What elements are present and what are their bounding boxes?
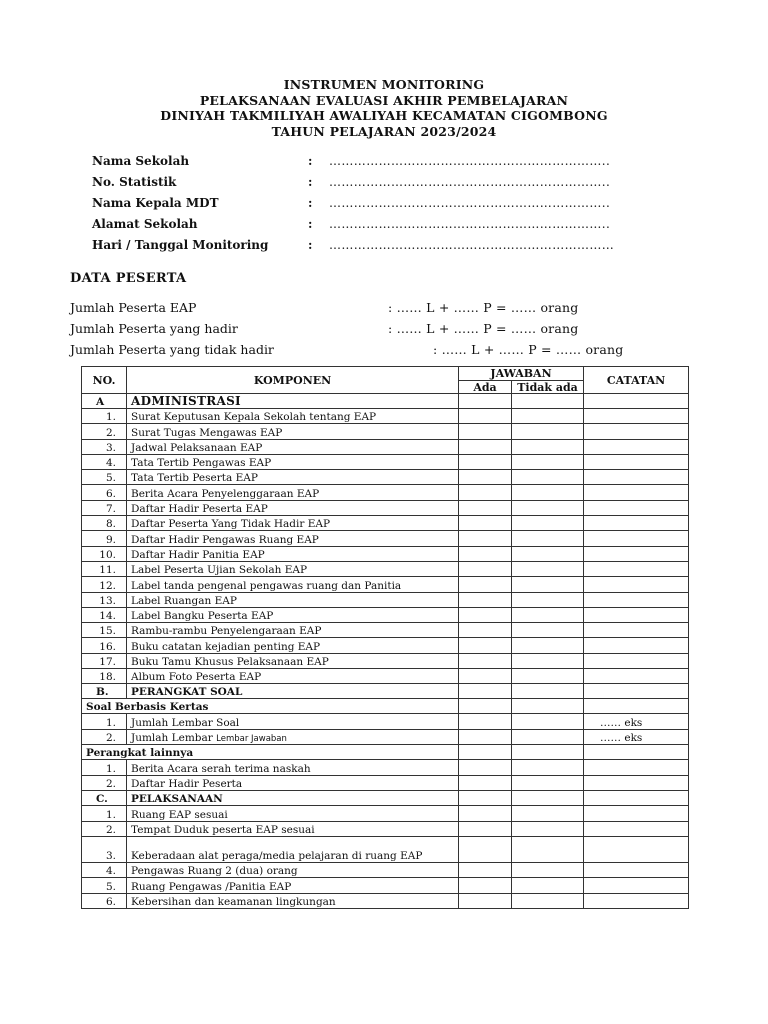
item-text: Album Foto Peserta EAP [131, 671, 262, 684]
table-row [82, 669, 689, 684]
participant-count-line: : …… L + …… P = …… orang [433, 342, 624, 357]
item-komponen [127, 638, 459, 653]
catatan-cell[interactable] [584, 561, 689, 576]
catatan-cell[interactable] [584, 821, 689, 836]
item-komponen [127, 516, 459, 531]
participant-count-line: : …… L + …… P = …… orang [388, 321, 579, 336]
item-number: 6. [82, 485, 127, 500]
catatan-cell[interactable] [584, 454, 689, 469]
answer-ada-cell[interactable] [459, 729, 512, 745]
answer-ada-cell[interactable] [459, 653, 512, 668]
answer-tidak-ada-cell[interactable] [512, 607, 584, 622]
identity-colon: : [308, 238, 313, 252]
answer-ada-cell[interactable] [459, 409, 512, 424]
item-komponen [127, 470, 459, 485]
table-row [82, 821, 689, 836]
answer-ada-cell[interactable] [459, 394, 512, 409]
answer-ada-cell[interactable] [459, 745, 512, 760]
answer-ada-cell[interactable] [459, 607, 512, 622]
participant-label: Jumlah Peserta yang tidak hadir [70, 342, 274, 357]
header-tidak-ada: Tidak ada [512, 381, 584, 394]
table-row [82, 500, 689, 515]
answer-tidak-ada-cell[interactable] [512, 470, 584, 485]
table-row [82, 592, 689, 607]
item-number: 2. [82, 729, 127, 745]
answer-tidak-ada-cell[interactable] [512, 577, 584, 592]
answer-tidak-ada-cell[interactable] [512, 862, 584, 877]
answer-ada-cell[interactable] [459, 862, 512, 877]
catatan-cell[interactable] [584, 409, 689, 424]
item-number: 16. [82, 638, 127, 653]
answer-ada-cell[interactable] [459, 592, 512, 607]
identity-label: No. Statistik [92, 175, 177, 189]
catatan-cell[interactable] [584, 878, 689, 893]
identity-colon: : [308, 196, 313, 210]
item-number: 9. [82, 531, 127, 546]
answer-ada-cell[interactable] [459, 821, 512, 836]
subheading-row [82, 745, 689, 760]
answer-ada-cell[interactable] [459, 775, 512, 791]
answer-tidak-ada-cell[interactable] [512, 729, 584, 745]
table-row [82, 531, 689, 546]
item-komponen [127, 821, 459, 836]
item-komponen [127, 577, 459, 592]
catatan-cell[interactable] [584, 500, 689, 515]
table-row [82, 607, 689, 622]
section-number: B. [82, 684, 127, 699]
table-row [82, 638, 689, 653]
title-line-3: DINIYAH TAKMILIYAH AWALIYAH KECAMATAN CIGOMBONG [160, 108, 608, 123]
item-text: Buku catatan kejadian penting EAP [131, 640, 321, 653]
identity-colon: : [308, 154, 313, 168]
table-row [82, 893, 689, 908]
item-text: Jadwal Pelaksanaan EAP [131, 441, 263, 454]
answer-tidak-ada-cell[interactable] [512, 592, 584, 607]
catatan-cell[interactable] [584, 836, 689, 862]
answer-tidak-ada-cell[interactable] [512, 409, 584, 424]
item-komponen [127, 729, 459, 745]
answer-ada-cell[interactable] [459, 485, 512, 500]
answer-ada-cell[interactable] [459, 669, 512, 684]
item-number: 5. [82, 470, 127, 485]
item-number: 13. [82, 592, 127, 607]
table-row [82, 714, 689, 730]
header-ada: Ada [459, 381, 512, 394]
table-row [82, 516, 689, 531]
header-catatan: CATATAN [584, 367, 689, 394]
section-row [82, 684, 689, 699]
table-row [82, 623, 689, 638]
table-row [82, 653, 689, 668]
item-komponen [127, 653, 459, 668]
item-komponen [127, 836, 459, 862]
catatan-cell[interactable] [584, 577, 689, 592]
answer-tidak-ada-cell[interactable] [512, 878, 584, 893]
item-text: Keberadaan alat peraga/media pelajaran di ruang EAP [131, 849, 423, 862]
table-row [82, 878, 689, 893]
item-komponen [127, 775, 459, 791]
table-row [82, 836, 689, 862]
data-peserta-heading: DATA PESERTA [70, 271, 187, 286]
item-text: Rambu-rambu Penyelengaraan EAP [131, 625, 322, 638]
item-text: Label Bangku Peserta EAP [131, 610, 274, 623]
catatan-cell[interactable] [584, 607, 689, 622]
item-number: 1. [82, 806, 127, 821]
item-text: Daftar Hadir Panitia EAP [131, 548, 265, 561]
catatan-cell[interactable] [584, 638, 689, 653]
answer-ada-cell[interactable] [459, 714, 512, 730]
subheading-text: Perangkat lainnya [82, 745, 459, 760]
table-row [82, 454, 689, 469]
monitoring-table [81, 366, 689, 909]
catatan-cell[interactable] [584, 862, 689, 877]
catatan-cell[interactable] [584, 623, 689, 638]
item-text: Label tanda pengenal pengawas ruang dan Panitia [131, 579, 402, 592]
catatan-cell[interactable] [584, 791, 689, 806]
item-komponen [127, 760, 459, 776]
catatan-cell[interactable] [584, 424, 689, 439]
item-text: Surat Tugas Mengawas EAP [131, 426, 283, 439]
item-text: Label Peserta Ujian Sekolah EAP [131, 564, 308, 577]
answer-tidak-ada-cell[interactable] [512, 638, 584, 653]
answer-tidak-ada-cell[interactable] [512, 531, 584, 546]
item-text-small: Lembar Jawaban [216, 734, 287, 745]
table-body [82, 394, 689, 909]
item-number: 6. [82, 893, 127, 908]
item-text: Berita Acara Penyelenggaraan EAP [131, 487, 320, 500]
catatan-cell[interactable]: …… eks [584, 714, 689, 730]
answer-ada-cell[interactable] [459, 546, 512, 561]
title-line-1: INSTRUMEN MONITORING [283, 77, 485, 92]
item-komponen [127, 592, 459, 607]
document-title [0, 77, 768, 139]
header-no: NO. [82, 367, 127, 394]
answer-tidak-ada-cell[interactable] [512, 439, 584, 454]
item-number: 8. [82, 516, 127, 531]
answer-tidak-ada-cell[interactable] [512, 760, 584, 776]
catatan-cell[interactable] [584, 516, 689, 531]
item-komponen [127, 424, 459, 439]
catatan-cell[interactable] [584, 745, 689, 760]
item-number: 5. [82, 878, 127, 893]
item-text: Pengawas Ruang 2 (dua) orang [131, 865, 298, 878]
answer-tidak-ada-cell[interactable] [512, 561, 584, 576]
item-komponen [127, 531, 459, 546]
table-row [82, 546, 689, 561]
answer-ada-cell[interactable] [459, 893, 512, 908]
answer-tidak-ada-cell[interactable] [512, 500, 584, 515]
answer-ada-cell[interactable] [459, 684, 512, 699]
item-text: Tata Tertib Pengawas EAP [131, 457, 272, 470]
item-komponen [127, 439, 459, 454]
item-text: Surat Keputusan Kepala Sekolah tentang EAP [131, 411, 377, 424]
table-row [82, 862, 689, 877]
catatan-cell[interactable] [584, 760, 689, 776]
item-text: Tempat Duduk peserta EAP sesuai [131, 823, 315, 836]
identity-fill-line: ………………………………………………………….. [329, 154, 611, 168]
answer-ada-cell[interactable] [459, 699, 512, 714]
section-number: A [82, 394, 127, 409]
answer-ada-cell[interactable] [459, 516, 512, 531]
section-title: ADMINISTRASI [127, 394, 459, 409]
item-komponen [127, 669, 459, 684]
item-number: 1. [82, 760, 127, 776]
answer-ada-cell[interactable] [459, 531, 512, 546]
subheading-text: Soal Berbasis Kertas [82, 699, 459, 714]
answer-tidak-ada-cell[interactable] [512, 836, 584, 862]
catatan-cell[interactable] [584, 699, 689, 714]
table-row [82, 729, 689, 745]
table-row [82, 470, 689, 485]
answer-tidak-ada-cell[interactable] [512, 699, 584, 714]
answer-ada-cell[interactable] [459, 454, 512, 469]
identity-colon: : [308, 217, 313, 231]
item-number: 2. [82, 821, 127, 836]
answer-ada-cell[interactable] [459, 806, 512, 821]
participant-count-line: : …… L + …… P = …… orang [388, 300, 579, 315]
table-row [82, 439, 689, 454]
catatan-cell[interactable] [584, 684, 689, 699]
identity-label: Nama Kepala MDT [92, 196, 219, 210]
answer-tidak-ada-cell[interactable] [512, 745, 584, 760]
item-text: Kebersihan dan keamanan lingkungan [131, 895, 336, 908]
table-row [82, 561, 689, 576]
item-komponen [127, 454, 459, 469]
answer-ada-cell[interactable] [459, 836, 512, 862]
catatan-cell[interactable] [584, 485, 689, 500]
item-text: Daftar Hadir Peserta EAP [131, 503, 268, 516]
identity-label: Hari / Tanggal Monitoring [92, 238, 269, 252]
catatan-cell[interactable] [584, 531, 689, 546]
identity-fill-line: ………………………………………………………….. [329, 196, 611, 210]
answer-tidak-ada-cell[interactable] [512, 424, 584, 439]
item-number: 1. [82, 714, 127, 730]
catatan-cell[interactable] [584, 669, 689, 684]
item-number: 2. [82, 424, 127, 439]
item-number: 15. [82, 623, 127, 638]
table-row [82, 760, 689, 776]
item-text: Tata Tertib Peserta EAP [131, 472, 258, 485]
item-number: 17. [82, 653, 127, 668]
item-number: 2. [82, 775, 127, 791]
table-row [82, 806, 689, 821]
catatan-cell[interactable]: …… eks [584, 729, 689, 745]
section-title: PERANGKAT SOAL [127, 684, 459, 699]
identity-colon: : [308, 175, 313, 189]
identity-fill-line: …………………………………………………………… [329, 238, 615, 252]
section-row-a [82, 394, 689, 409]
catatan-cell[interactable] [584, 470, 689, 485]
participant-label: Jumlah Peserta EAP [70, 300, 197, 315]
item-number: 10. [82, 546, 127, 561]
item-number: 7. [82, 500, 127, 515]
catatan-cell[interactable] [584, 439, 689, 454]
answer-tidak-ada-cell[interactable] [512, 623, 584, 638]
answer-tidak-ada-cell[interactable] [512, 669, 584, 684]
section-row [82, 791, 689, 806]
item-text: Label Ruangan EAP [131, 594, 237, 607]
answer-tidak-ada-cell[interactable] [512, 821, 584, 836]
answer-tidak-ada-cell[interactable] [512, 454, 584, 469]
title-line-4: TAHUN PELAJARAN 2023/2024 [271, 123, 497, 139]
identity-label: Nama Sekolah [92, 154, 190, 168]
item-komponen [127, 893, 459, 908]
item-komponen [127, 485, 459, 500]
answer-ada-cell[interactable] [459, 424, 512, 439]
answer-tidak-ada-cell[interactable] [512, 516, 584, 531]
table-row [82, 775, 689, 791]
item-komponen [127, 714, 459, 730]
item-text: Ruang Pengawas /Panitia EAP [131, 880, 292, 893]
item-komponen [127, 806, 459, 821]
answer-tidak-ada-cell[interactable] [512, 684, 584, 699]
table-row [82, 485, 689, 500]
section-title: PELAKSANAAN [127, 791, 459, 806]
answer-ada-cell[interactable] [459, 561, 512, 576]
item-komponen [127, 561, 459, 576]
item-komponen [127, 878, 459, 893]
table-row [82, 409, 689, 424]
table-row [82, 577, 689, 592]
item-komponen [127, 500, 459, 515]
item-number: 4. [82, 862, 127, 877]
item-komponen [127, 862, 459, 877]
item-number: 12. [82, 577, 127, 592]
item-komponen [127, 546, 459, 561]
answer-tidak-ada-cell[interactable] [512, 893, 584, 908]
item-text: Jumlah Lembar [131, 732, 217, 745]
answer-tidak-ada-cell[interactable] [512, 806, 584, 821]
answer-tidak-ada-cell[interactable] [512, 485, 584, 500]
title-line-2: PELAKSANAAN EVALUASI AKHIR PEMBELAJARAN [199, 92, 569, 108]
answer-ada-cell[interactable] [459, 500, 512, 515]
item-number: 3. [82, 836, 127, 862]
item-text: Jumlah Lembar Soal [131, 716, 240, 729]
answer-tidak-ada-cell[interactable] [512, 714, 584, 730]
header-komponen: KOMPONEN [127, 367, 459, 394]
item-text: Berita Acara serah terima naskah [131, 762, 311, 775]
catatan-cell[interactable] [584, 775, 689, 791]
item-komponen [127, 607, 459, 622]
participant-label: Jumlah Peserta yang hadir [70, 321, 238, 336]
answer-ada-cell[interactable] [459, 623, 512, 638]
answer-tidak-ada-cell[interactable] [512, 394, 584, 409]
item-komponen [127, 623, 459, 638]
item-number: 11. [82, 561, 127, 576]
item-number: 3. [82, 439, 127, 454]
answer-ada-cell[interactable] [459, 577, 512, 592]
catatan-cell[interactable] [584, 592, 689, 607]
answer-ada-cell[interactable] [459, 760, 512, 776]
item-number: 18. [82, 669, 127, 684]
item-text: Daftar Peserta Yang Tidak Hadir EAP [131, 518, 331, 531]
item-text: Daftar Hadir Pengawas Ruang EAP [131, 533, 319, 546]
catatan-cell[interactable] [584, 546, 689, 561]
answer-tidak-ada-cell[interactable] [512, 791, 584, 806]
catatan-cell[interactable] [584, 653, 689, 668]
answer-tidak-ada-cell[interactable] [512, 775, 584, 791]
answer-ada-cell[interactable] [459, 439, 512, 454]
section-number: C. [82, 791, 127, 806]
table-row [82, 424, 689, 439]
answer-ada-cell[interactable] [459, 878, 512, 893]
item-number: 14. [82, 607, 127, 622]
subheading-row [82, 699, 689, 714]
item-text: Daftar Hadir Peserta [131, 778, 243, 791]
identity-fill-line: ………………………………………………………….. [329, 217, 611, 231]
item-text: Ruang EAP sesuai [131, 808, 228, 821]
answer-ada-cell[interactable] [459, 638, 512, 653]
identity-label: Alamat Sekolah [92, 217, 198, 231]
header-jawaban: JAWABAN [459, 367, 584, 381]
item-number: 1. [82, 409, 127, 424]
answer-ada-cell[interactable] [459, 791, 512, 806]
catatan-cell[interactable] [584, 806, 689, 821]
catatan-cell[interactable] [584, 893, 689, 908]
answer-tidak-ada-cell[interactable] [512, 546, 584, 561]
item-text: Buku Tamu Khusus Pelaksanaan EAP [131, 656, 329, 669]
catatan-cell[interactable] [584, 394, 689, 409]
item-number: 4. [82, 454, 127, 469]
answer-ada-cell[interactable] [459, 470, 512, 485]
item-komponen [127, 409, 459, 424]
identity-fill-line: ………………………………………………………….. [329, 175, 611, 189]
answer-tidak-ada-cell[interactable] [512, 653, 584, 668]
